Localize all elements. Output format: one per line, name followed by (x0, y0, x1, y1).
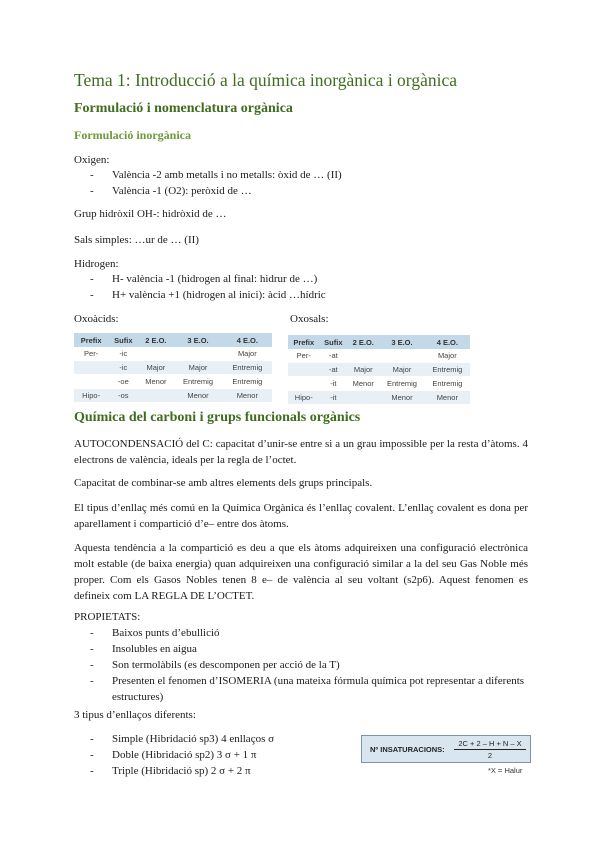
subsection-heading-inorganica: Formulació inorgànica (74, 128, 191, 142)
section-heading-nomenclatura: Formulació i nomenclatura orgànica (74, 101, 293, 116)
table-cell: Per- (288, 349, 320, 363)
paragraph-autocondensacio: AUTOCONDENSACIÓ del C: capacitat d’unir-se entre si a un grau impossible per la resta d’àtoms. 4 electrons de valència, ideals per la regla de l’octet. (74, 438, 528, 466)
table-header: Prefix (74, 333, 108, 347)
formula-label: Nº INSATURACIONS: (370, 745, 445, 754)
table-cell: -ic (108, 361, 138, 375)
table-cell (288, 377, 320, 391)
table-row (74, 375, 272, 389)
oxosals-label: Oxosals: (290, 313, 329, 325)
table-row (288, 391, 470, 405)
table-cell: -os (108, 389, 138, 403)
table-cell: Menor (173, 389, 222, 403)
enllacos-list (74, 731, 274, 779)
hidrogen-label: Hidrogen: (74, 258, 119, 270)
section-heading-carboni: Química del carboni i grups funcionals orgànics (74, 410, 361, 425)
paragraph-regla-octet: Aquesta tendència a la compartició es deu a que els àtoms adquireixen una configuració electrònica molt estable (de baixa energia) quan adquireixen una configuració similar a la del seu Gas Noble més proper. Com els Gasos Nobles tenen 8 e– de valència al seu voltant (s2p6). Aquest fenomen es defineix com LA REGLA DE L’OCTET. (74, 542, 528, 602)
table-row (74, 389, 272, 403)
table-cell: Menor (347, 377, 379, 391)
table-header: Prefix (288, 335, 320, 349)
paragraph-combinacio: Capacitat de combinar-se amb altres elements dels grups principals. (74, 477, 373, 489)
table-cell (379, 349, 424, 363)
table-cell (138, 389, 173, 403)
table-cell: Entremig (425, 377, 470, 391)
list-item: - Insolubles en aigua (74, 641, 528, 657)
table-header: Sufix (108, 333, 138, 347)
table-row (74, 361, 272, 375)
hidroxil-line: Grup hidròxil OH-: hidròxid de … (74, 208, 227, 220)
oxigen-list (74, 167, 342, 199)
table-cell: Hipo- (74, 389, 108, 403)
table-row (74, 347, 272, 361)
list-item: - Presenten el fenomen d’ISOMERIA (una mateixa fórmula química pot representar a diferents estructures) (74, 673, 528, 705)
list-item: - València -2 amb metalls i no metalls: òxid de … (II) (74, 167, 342, 183)
formula-note: *X = Halur (488, 766, 523, 775)
table-cell: Entremig (223, 375, 272, 389)
table-header: 4 E.O. (425, 335, 470, 349)
oxoacids-label: Oxoàcids: (74, 313, 119, 325)
table-cell: Menor (138, 375, 173, 389)
table-cell: Entremig (173, 375, 222, 389)
table-cell (74, 361, 108, 375)
oxigen-label: Oxigen: (74, 154, 110, 166)
table-header: 4 E.O. (223, 333, 272, 347)
table-cell (347, 391, 379, 405)
table-cell: Menor (223, 389, 272, 403)
table-cell (173, 347, 222, 361)
table-row (288, 349, 470, 363)
list-item: - València -1 (O2): peròxid de … (74, 183, 342, 199)
table-header: 2 E.O. (347, 335, 379, 349)
table-cell: Entremig (425, 363, 470, 377)
formula-numerator: 2C + 2 – H + N – X (454, 739, 526, 750)
list-item: - Doble (Hibridació sp2) 3 σ + 1 π (74, 747, 274, 763)
table-cell: Entremig (379, 377, 424, 391)
propietats-label: PROPIETATS: (74, 611, 141, 623)
table-header: Sufix (320, 335, 348, 349)
oxosals-table (288, 335, 470, 405)
list-item: - Triple (Hibridació sp) 2 σ + 2 π (74, 763, 274, 779)
table-cell: Major (347, 363, 379, 377)
table-header: 3 E.O. (173, 333, 222, 347)
table-cell: Per- (74, 347, 108, 361)
table-header-row (74, 333, 272, 347)
paragraph-enllac-covalent: El tipus d’enllaç més comú en la Química Orgànica és l’enllaç covalent. L’enllaç covalent es dona per aparellament i compartició d’e– entre dos àtoms. (74, 502, 528, 530)
enllacos-label: 3 tipus d’enllaços diferents: (74, 709, 196, 721)
propietats-list (74, 625, 528, 705)
table-cell: -it (320, 391, 348, 405)
table-cell: Entremig (223, 361, 272, 375)
list-item: - H- valència -1 (hidrogen al final: hidrur de …) (74, 271, 326, 287)
table-cell: Hipo- (288, 391, 320, 405)
table-cell: Menor (379, 391, 424, 405)
list-item: - Son termolàbils (es descomponen per acció de la T) (74, 657, 528, 673)
table-row (288, 363, 470, 377)
table-cell: Major (223, 347, 272, 361)
hidrogen-list (74, 271, 326, 303)
table-cell: -oe (108, 375, 138, 389)
table-header: 3 E.O. (379, 335, 424, 349)
table-cell: -ic (108, 347, 138, 361)
table-cell: -it (320, 377, 348, 391)
table-cell (74, 375, 108, 389)
table-cell (138, 347, 173, 361)
list-item: - Baixos punts d’ebullició (74, 625, 528, 641)
table-cell: -at (320, 349, 348, 363)
table-header-row (288, 335, 470, 349)
list-item: - H+ valència +1 (hidrogen al inici): àcid …hídric (74, 287, 326, 303)
sals-line: Sals simples: …ur de … (II) (74, 234, 199, 246)
table-cell (347, 349, 379, 363)
page-title: Tema 1: Introducció a la química inorgànica i orgànica (74, 70, 457, 90)
table-cell: Major (425, 349, 470, 363)
table-row (288, 377, 470, 391)
table-cell (288, 363, 320, 377)
formula-denominator: 2 (487, 751, 493, 760)
table-cell: Menor (425, 391, 470, 405)
oxoacids-table (74, 333, 272, 403)
table-cell: Major (379, 363, 424, 377)
insaturacions-formula-box (361, 735, 531, 763)
table-cell: Major (138, 361, 173, 375)
table-header: 2 E.O. (138, 333, 173, 347)
table-cell: Major (173, 361, 222, 375)
list-item: - Simple (Hibridació sp3) 4 enllaços σ (74, 731, 274, 747)
table-cell: -at (320, 363, 348, 377)
